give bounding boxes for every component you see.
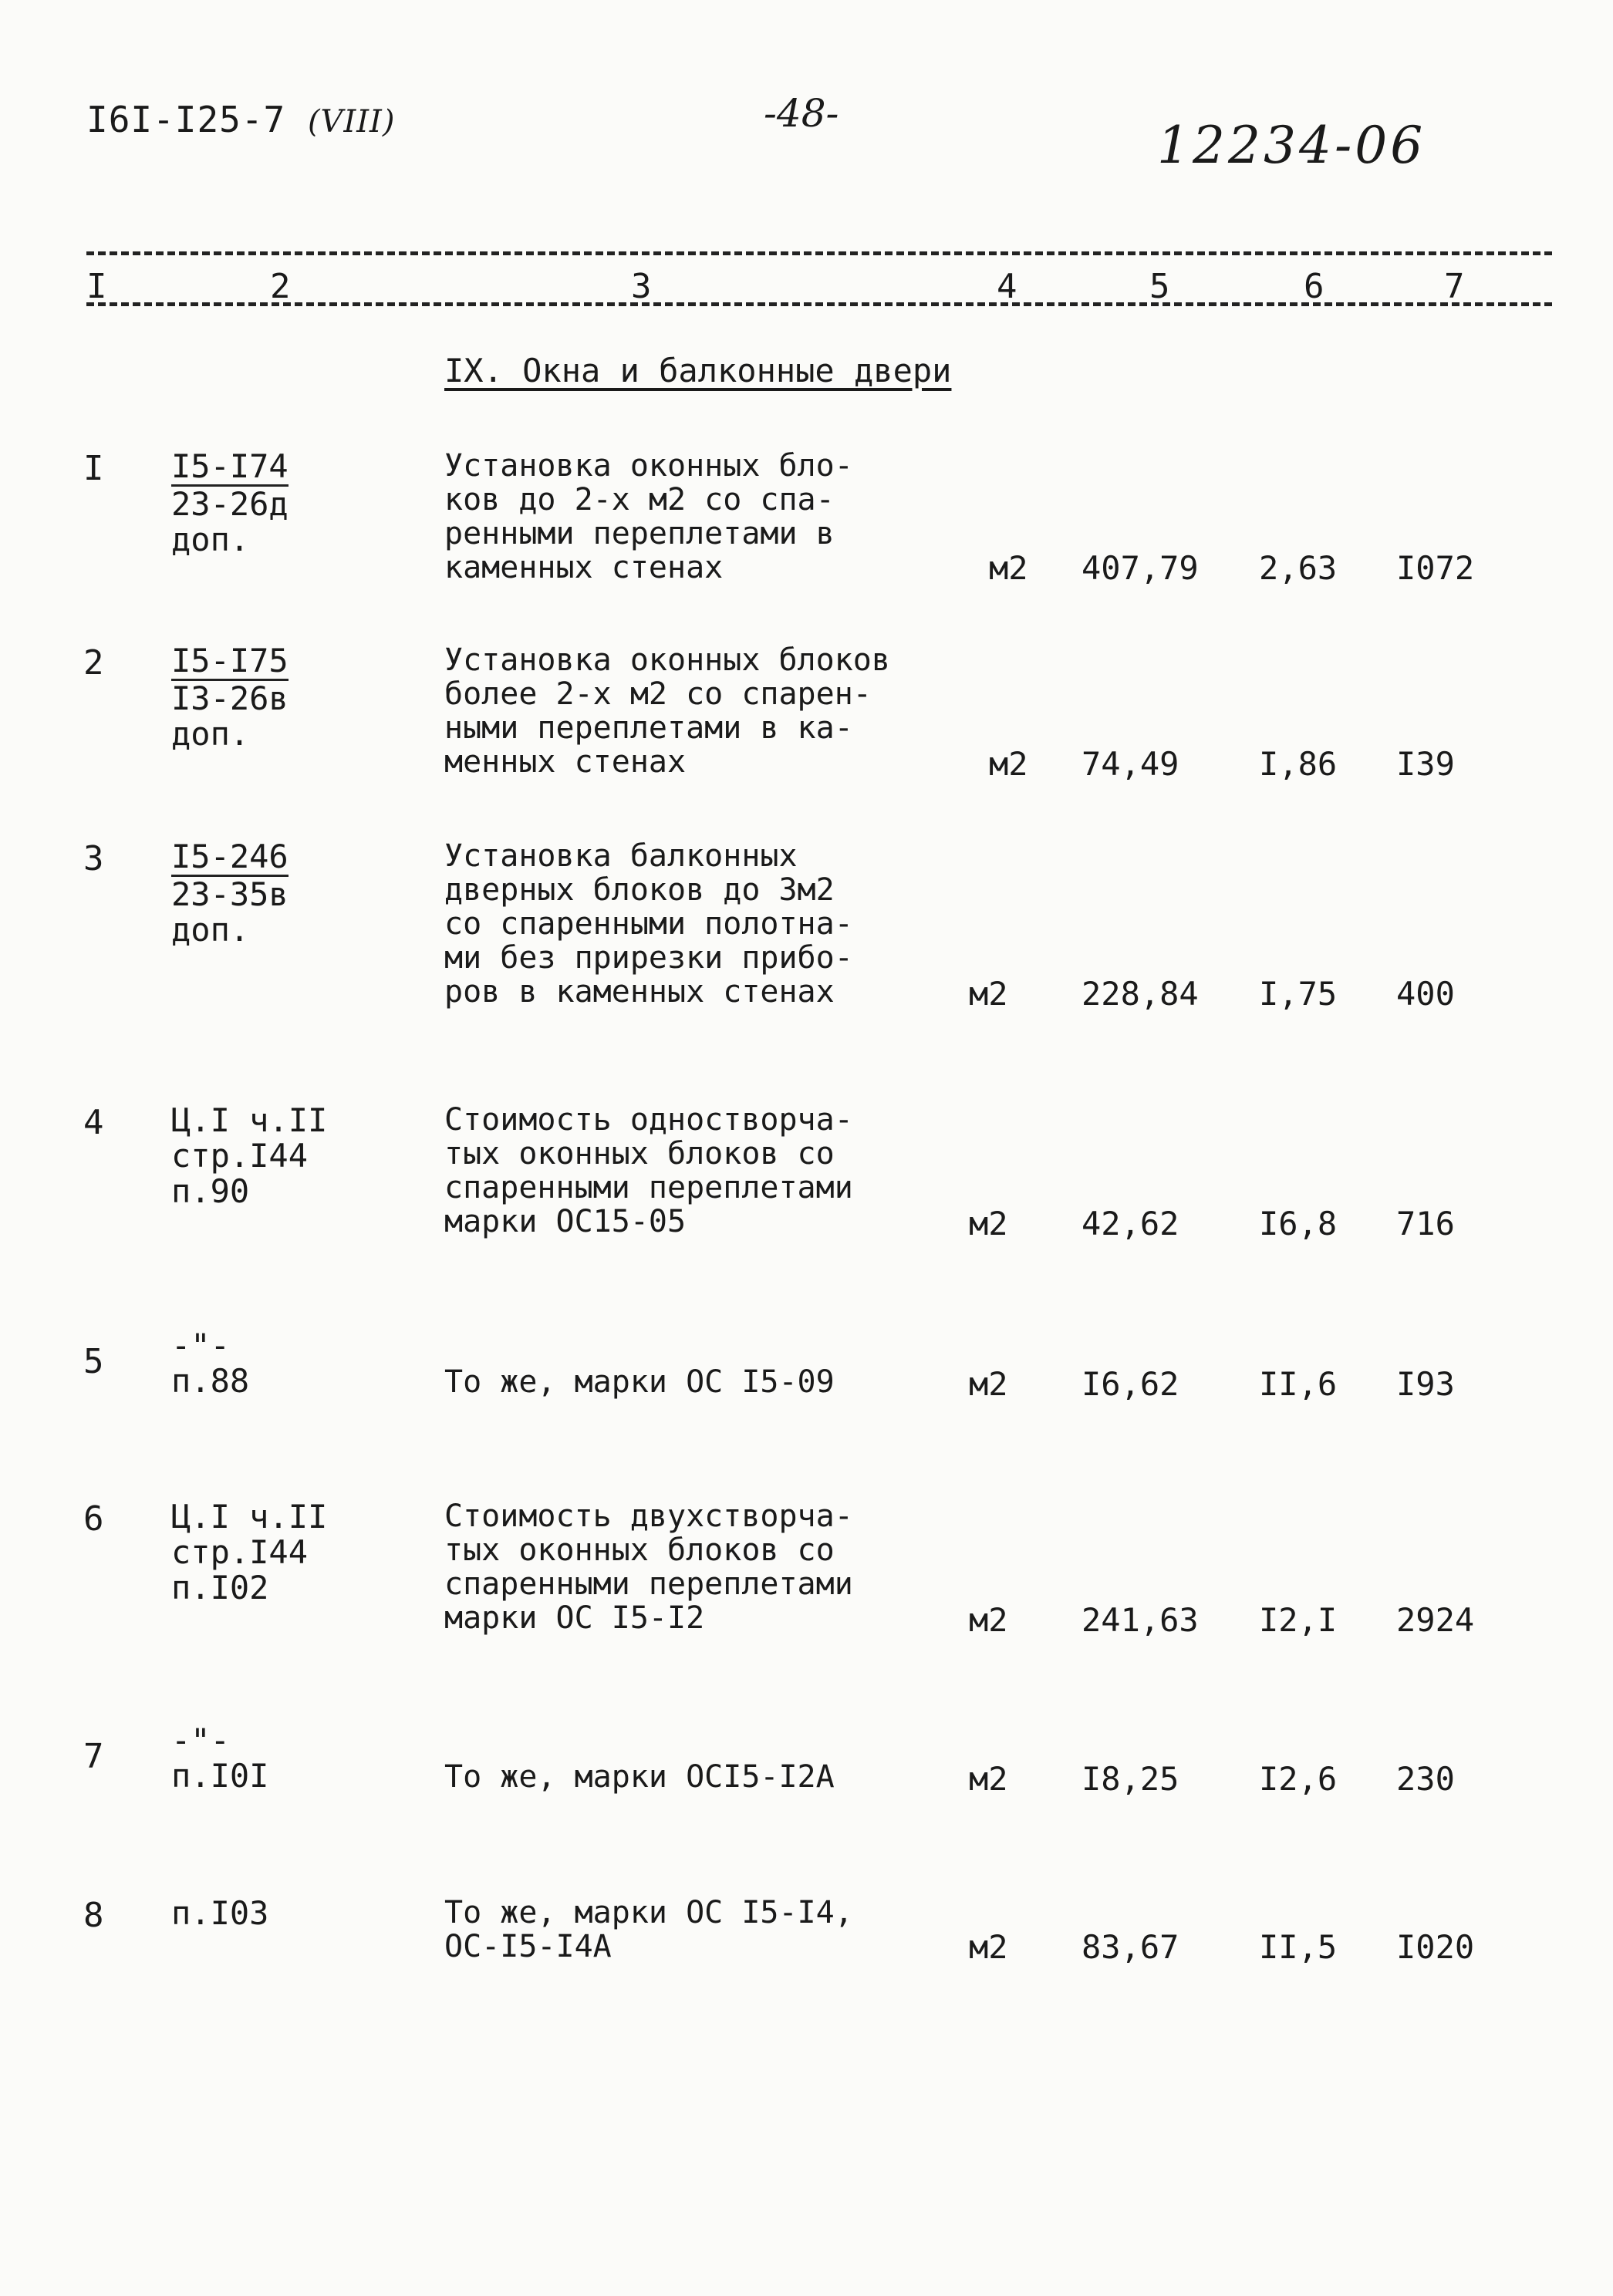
row-number: 3: [83, 839, 104, 878]
row-total: I072: [1396, 549, 1475, 587]
row-description-line: марки ОС15-05: [444, 1204, 687, 1239]
row-description-line: ОС-I5-I4А: [444, 1929, 612, 1964]
row-description: [444, 449, 1015, 585]
row-code-line: доп.: [171, 911, 250, 949]
row-description-line: То же, марки ОС I5-09: [444, 1364, 835, 1400]
row-code: [171, 1723, 268, 1794]
row-description-line: Установка оконных блоков: [444, 642, 890, 678]
row-number: I: [83, 449, 104, 488]
row-description-line: Стоимость двухстворча-: [444, 1499, 853, 1534]
row-price: 2,63: [1259, 549, 1338, 587]
row-description-line: ными переплетами в ка-: [444, 710, 853, 746]
row-code: [171, 1499, 327, 1606]
column-header-2: 2: [270, 267, 291, 306]
row-number: 7: [83, 1737, 104, 1776]
section-title: IX. Окна и балконные двери: [444, 352, 952, 389]
column-header-7: 7: [1444, 267, 1465, 306]
row-price: II,6: [1259, 1365, 1338, 1403]
row-quantity: 42,62: [1082, 1205, 1179, 1242]
row-number: 4: [83, 1103, 104, 1142]
row-code-line: п.88: [171, 1362, 250, 1400]
row-description-line: тых оконных блоков со: [444, 1136, 835, 1172]
row-code: [171, 1896, 268, 1931]
column-header-6: 6: [1304, 267, 1324, 306]
row-price: I2,I: [1259, 1601, 1338, 1639]
row-quantity: 74,49: [1082, 745, 1179, 783]
row-total: I39: [1396, 745, 1455, 783]
row-description-line: марки ОС I5-I2: [444, 1600, 705, 1636]
column-header-3: 3: [631, 267, 652, 306]
row-code: [171, 1328, 249, 1399]
row-unit: м2: [969, 1760, 1008, 1798]
row-price: II,5: [1259, 1928, 1338, 1966]
row-description-line: спаренными переплетами: [444, 1170, 853, 1205]
row-total: 230: [1396, 1760, 1455, 1798]
column-header-4: 4: [997, 267, 1017, 306]
row-quantity: 241,63: [1082, 1601, 1199, 1639]
row-code-line: -"-: [171, 1327, 230, 1364]
row-description-line: ков до 2-х м2 со спа-: [444, 482, 835, 518]
row-description-line: ренными переплетами в: [444, 516, 835, 551]
row-code-line: -"-: [171, 1721, 230, 1759]
row-description: [444, 643, 1015, 779]
row-code-line: п.I02: [171, 1569, 269, 1607]
row-price: I,75: [1259, 975, 1338, 1013]
row-description: [444, 839, 1015, 1009]
row-description-line: Стоимость одностворча-: [444, 1102, 853, 1138]
row-code-line: стр.I44: [171, 1137, 309, 1175]
row-price: I6,8: [1259, 1205, 1338, 1242]
row-code-line: доп.: [171, 715, 250, 753]
row-unit: м2: [969, 1205, 1008, 1242]
row-code-line: 23-26д: [171, 485, 289, 523]
row-code-line: п.90: [171, 1172, 250, 1210]
row-number: 5: [83, 1342, 104, 1381]
row-unit: м2: [969, 1928, 1008, 1966]
row-description-line: тых оконных блоков со: [444, 1532, 835, 1568]
column-header-1: I: [86, 267, 107, 306]
row-total: 2924: [1396, 1601, 1475, 1639]
row-code-line: п.I03: [171, 1894, 269, 1932]
table-rule-top: [86, 251, 1552, 255]
row-unit: м2: [969, 1365, 1008, 1403]
row-code-line: I3-26в: [171, 679, 289, 717]
row-description: [444, 1499, 1015, 1635]
row-description-line: ров в каменных стенах: [444, 974, 835, 1010]
row-total: I93: [1396, 1365, 1455, 1403]
row-description-line: более 2-х м2 со спарен-: [444, 676, 872, 712]
row-description: [444, 1365, 1015, 1399]
row-code-line: Ц.I ч.II: [171, 1498, 328, 1536]
row-code-line: стр.I44: [171, 1533, 309, 1571]
document-volume: (VIII): [307, 104, 396, 140]
row-description-line: дверных блоков до 3м2: [444, 872, 835, 908]
row-description-line: спаренными переплетами: [444, 1566, 853, 1602]
row-code: [171, 839, 289, 948]
row-number: 6: [83, 1499, 104, 1539]
row-quantity: 228,84: [1082, 975, 1199, 1013]
row-quantity: I6,62: [1082, 1365, 1179, 1403]
row-price: I,86: [1259, 745, 1338, 783]
page-number: -48-: [764, 91, 839, 136]
column-header-5: 5: [1149, 267, 1170, 306]
row-unit: м2: [989, 745, 1028, 783]
row-code-line: п.I0I: [171, 1757, 269, 1795]
row-description-line: Установка балконных: [444, 838, 798, 874]
row-code-fraction: I5-I75: [171, 642, 289, 679]
row-quantity: I8,25: [1082, 1760, 1179, 1798]
handwritten-doc-number: 12234-06: [1157, 116, 1426, 175]
row-quantity: 83,67: [1082, 1928, 1179, 1966]
row-description: [444, 1103, 1015, 1239]
table-rule-bottom: [86, 302, 1552, 306]
row-total: 716: [1396, 1205, 1455, 1242]
row-description-line: Установка оконных бло-: [444, 448, 853, 484]
row-code: [171, 449, 289, 558]
row-code-line: доп.: [171, 521, 250, 558]
row-code: [171, 1103, 327, 1209]
row-total: I020: [1396, 1928, 1475, 1966]
row-price: I2,6: [1259, 1760, 1338, 1798]
row-unit: м2: [969, 975, 1008, 1013]
row-code-line: 23-35в: [171, 875, 289, 913]
row-description: [444, 1896, 1015, 1964]
document-code-text: I6I-I25-7: [86, 99, 286, 140]
row-description-line: То же, марки ОСI5-I2А: [444, 1759, 835, 1795]
document-code: [86, 99, 395, 140]
row-description: [444, 1760, 1015, 1794]
row-description-line: менных стенах: [444, 744, 687, 780]
row-code-fraction: I5-I74: [171, 447, 289, 485]
row-code-fraction: I5-246: [171, 838, 289, 875]
row-unit: м2: [969, 1601, 1008, 1639]
row-number: 8: [83, 1896, 104, 1935]
row-number: 2: [83, 643, 104, 683]
row-code: [171, 643, 289, 752]
row-unit: м2: [989, 549, 1028, 587]
row-description-line: То же, марки ОС I5-I4,: [444, 1895, 853, 1930]
row-code-line: Ц.I ч.II: [171, 1101, 328, 1139]
row-description-line: со спаренными полотна-: [444, 906, 853, 942]
row-description-line: каменных стенах: [444, 550, 724, 585]
row-quantity: 407,79: [1082, 549, 1199, 587]
row-total: 400: [1396, 975, 1455, 1013]
row-description-line: ми без прирезки прибо-: [444, 940, 853, 976]
